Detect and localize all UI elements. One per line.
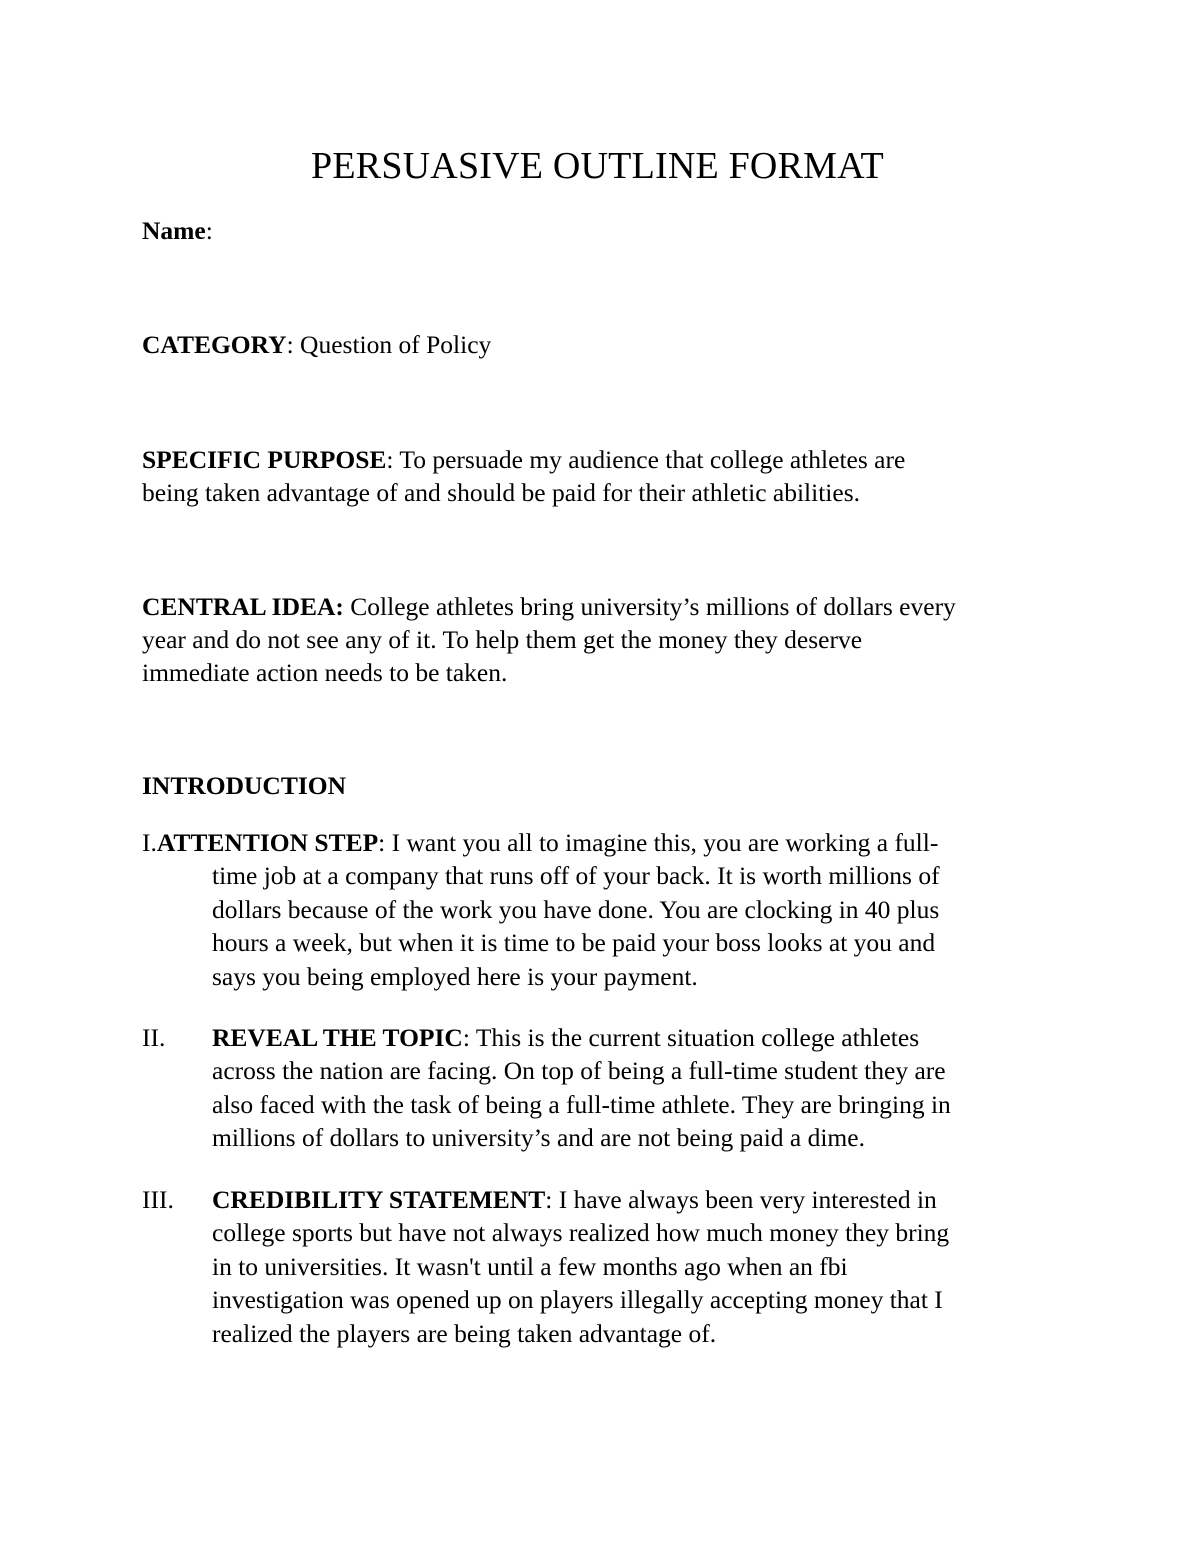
attention-step-line-3: dollars because of the work you have done. You are clocking in 40 plus — [212, 894, 940, 924]
attention-step-text-1: I want you all to imagine this, you are working a full- — [385, 828, 939, 857]
specific-purpose-colon: : — [386, 445, 394, 474]
category-colon: : — [286, 330, 294, 359]
specific-purpose-text-1: To persuade my audience that college athletes are — [393, 445, 906, 474]
credibility-line-3: in to universities. It wasn't until a few months ago when an fbi — [212, 1251, 848, 1281]
reveal-topic-line-1 — [142, 1021, 1062, 1054]
name-colon: : — [205, 216, 213, 245]
specific-purpose-line-2: being taken advantage of and should be paid for their athletic abilities. — [142, 478, 861, 507]
credibility-line-1 — [142, 1183, 1062, 1216]
reveal-topic-line-2: across the nation are facing. On top of being a full-time student they are — [212, 1056, 946, 1086]
reveal-topic-text-1: This is the current situation college athletes — [469, 1023, 920, 1052]
specific-purpose-label: SPECIFIC PURPOSE — [142, 445, 387, 474]
name-line — [142, 214, 1062, 247]
introduction-heading: INTRODUCTION — [142, 771, 347, 800]
category-line — [142, 328, 1062, 361]
reveal-topic-label: REVEAL THE TOPIC — [212, 1023, 463, 1052]
reveal-topic-colon: : — [462, 1023, 470, 1052]
reveal-topic-line-3: also faced with the task of being a full-time athlete. They are bringing in — [212, 1089, 951, 1119]
attention-step-line-2: time job at a company that runs off of your back. It is worth millions of — [212, 861, 940, 891]
category-value: Question of Policy — [293, 330, 492, 359]
document-title: PERSUASIVE OUTLINE FORMAT — [311, 145, 884, 187]
attention-step-line-1 — [142, 826, 1062, 859]
outline-item-credibility-statement — [142, 1183, 1062, 1350]
central-idea-line-3: immediate action needs to be taken. — [142, 658, 508, 687]
outline-numeral: I. — [142, 828, 157, 857]
specific-purpose-line-1 — [142, 443, 1062, 476]
outline-numeral: III. — [142, 1185, 174, 1214]
credibility-line-2: college sports but have not always realized how much money they bring — [212, 1218, 950, 1248]
credibility-line-5: realized the players are being taken advantage of. — [212, 1318, 717, 1348]
central-idea-label: CENTRAL IDEA: — [142, 592, 344, 621]
category-section — [142, 328, 1062, 361]
category-label: CATEGORY — [142, 330, 287, 359]
credibility-text-1: I have always been very interested in — [552, 1185, 937, 1214]
credibility-label: CREDIBILITY STATEMENT — [212, 1185, 546, 1214]
reveal-topic-line-4: millions of dollars to university’s and are not being paid a dime. — [212, 1123, 865, 1153]
central-idea-line-1 — [142, 590, 1062, 623]
attention-step-line-4: hours a week, but when it is time to be paid your boss looks at you and — [212, 928, 936, 958]
credibility-colon: : — [545, 1185, 553, 1214]
credibility-line-4: investigation was opened up on players illegally accepting money that I — [212, 1285, 943, 1315]
specific-purpose-section — [142, 443, 1062, 509]
name-label: Name — [142, 216, 206, 245]
central-idea-text-1: College athletes bring university’s millions of dollars every — [343, 592, 956, 621]
name-field — [142, 214, 1062, 247]
central-idea-section — [142, 590, 1062, 689]
attention-step-label: ATTENTION STEP — [156, 828, 379, 857]
attention-step-colon: : — [378, 828, 386, 857]
outline-item-attention-step — [142, 826, 1062, 993]
outline-numeral: II. — [142, 1023, 166, 1052]
central-idea-line-2: year and do not see any of it. To help them get the money they deserve — [142, 625, 863, 654]
outline-item-reveal-topic — [142, 1021, 1062, 1155]
attention-step-line-5: says you being employed here is your payment. — [212, 961, 698, 991]
